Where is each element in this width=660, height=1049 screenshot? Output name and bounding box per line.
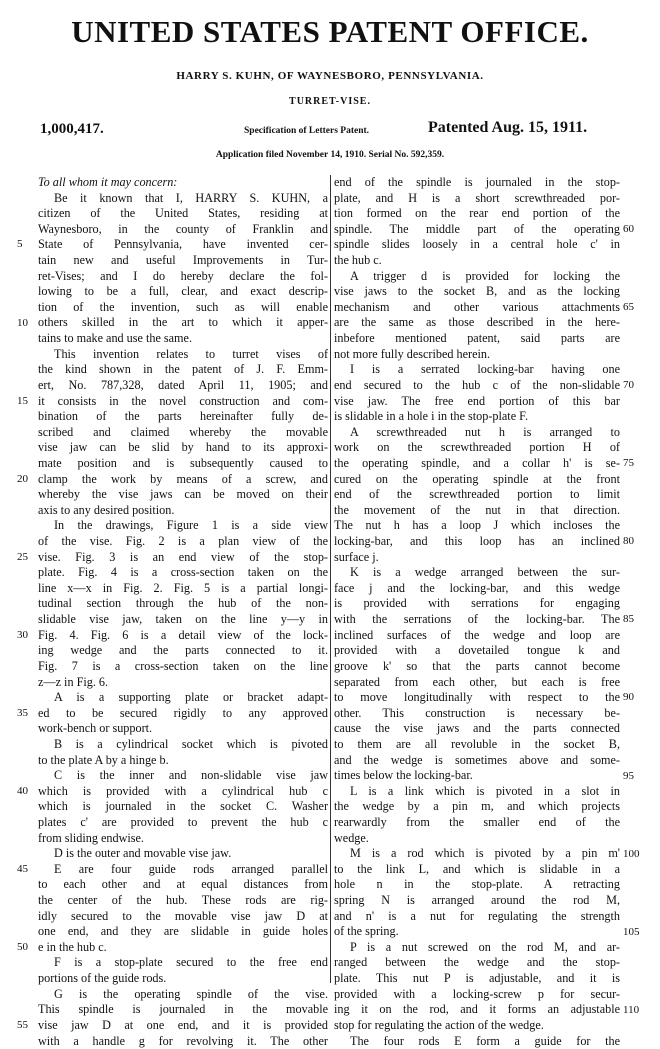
- text-line: vise jaw can be slid by hand to its approxi-: [38, 440, 328, 455]
- line-number: 110: [623, 1003, 640, 1016]
- text-line: slidable vise jaw, taken on the line y—y in: [38, 612, 328, 627]
- text-line: spindle slides loosely in a central hole c' in: [334, 237, 620, 252]
- line-number: 50: [17, 941, 28, 954]
- text-line: spring N is arranged around the rod M,: [334, 893, 620, 908]
- text-line: surface j.: [334, 549, 379, 564]
- text-line: and the wedge is sometimes above and some-: [334, 752, 620, 767]
- text-line: vise. Fig. 3 is an end view of the stop-: [38, 549, 328, 564]
- application-line: Application filed November 14, 1910. Serial No. 592,359.: [215, 150, 445, 160]
- line-number: 95: [623, 769, 634, 782]
- text-line: L is a link which is pivoted in a slot in: [350, 783, 620, 798]
- line-number: 20: [17, 472, 28, 485]
- line-number: 90: [623, 691, 634, 704]
- text-line: of the spring.: [334, 924, 399, 939]
- text-line: to the link L, and which is slidable in a: [334, 861, 620, 876]
- text-line: clamp the work by means of a screw, and: [38, 471, 328, 486]
- line-number: 55: [17, 1019, 28, 1032]
- text-line: spindle. The middle part of the operating: [334, 221, 620, 236]
- line-number: 100: [623, 847, 640, 860]
- line-number: 105: [623, 925, 640, 938]
- text-line: G is the operating spindle of the vise.: [54, 986, 328, 1001]
- text-line: ed to be secured rigidly to any approved: [38, 705, 328, 720]
- text-line: wedge.: [334, 830, 369, 845]
- text-line: with the serrations of the locking-bar. The: [334, 612, 620, 627]
- text-line: The nut h has a loop J which incloses the: [334, 518, 620, 533]
- text-line: end secured to the hub c of the non-slidable: [334, 377, 620, 392]
- text-line: line x—x in Fig. 2. Fig. 5 is a partial longi-: [38, 580, 328, 595]
- text-line: plate. This nut P is adjustable, and it is: [334, 971, 620, 986]
- patented-date: Patented Aug. 15, 1911.: [428, 119, 588, 136]
- text-line: B is a cylindrical socket which is pivoted: [54, 736, 328, 751]
- line-number: 25: [17, 550, 28, 563]
- text-line: tains to make and use the same.: [38, 331, 192, 346]
- text-line: C is the inner and non-slidable vise jaw: [54, 768, 328, 783]
- text-line: which is provided with a cylindrical hub c: [38, 783, 328, 798]
- left-text-column: [38, 175, 328, 1049]
- text-line: the center of the hub. These rods are rig-: [38, 893, 328, 908]
- text-line: The four rods E form a guide for the: [350, 1033, 620, 1048]
- text-line: it consists in the novel construction and com-: [38, 393, 328, 408]
- text-line: M is a rod which is pivoted by a pin m': [350, 846, 620, 861]
- text-line: one end, and they are slidable in guide holes: [38, 924, 328, 939]
- text-line: the operating spindle, and a collar h' is se-: [334, 455, 620, 470]
- text-line: idly secured to the movable vise jaw D at: [38, 908, 328, 923]
- text-line: locking-bar, and this loop has an inclined: [334, 534, 620, 549]
- text-line: of the vise. Fig. 2 is a plan view of the: [38, 534, 328, 549]
- line-number: 75: [623, 457, 634, 470]
- text-line: I is a serrated locking-bar having one: [350, 362, 620, 377]
- text-line: bination of the parts hereinafter fully de-: [38, 409, 328, 424]
- text-line: the wedge by a pin m, and which projects: [334, 799, 620, 814]
- text-line: to the plate A by a hinge b.: [38, 752, 169, 767]
- text-line: whereby the vise jaws can be moved on their: [38, 487, 328, 502]
- text-line: stop for regulating the action of the wedge.: [334, 1017, 544, 1032]
- text-line: other. This construction is necessary be-: [334, 705, 620, 720]
- line-number: 35: [17, 707, 28, 720]
- text-line: State of Pennsylvania, have invented cer-: [38, 237, 328, 252]
- text-line: scribed and claimed whereby the movable: [38, 424, 328, 439]
- text-line: D is the outer and movable vise jaw.: [54, 846, 232, 861]
- text-line: is slidable in a hole i in the stop-plate F.: [334, 409, 528, 424]
- text-line: E are four guide rods arranged parallel: [54, 861, 328, 876]
- text-line: Waynesboro, in the county of Franklin and: [38, 221, 328, 236]
- text-line: cause the vise jaws and the parts connected: [334, 721, 620, 736]
- line-number: 45: [17, 863, 28, 876]
- text-line: separated from each other, but each is free: [334, 674, 620, 689]
- text-line: the hub c.: [334, 253, 382, 268]
- text-line: others skilled in the art to which it apper-: [38, 315, 328, 330]
- text-line: work-bench or support.: [38, 721, 153, 736]
- text-line: tudinal section through the hub of the non-: [38, 596, 328, 611]
- line-number: 70: [623, 379, 634, 392]
- line-number: 10: [17, 316, 28, 329]
- patent-number: 1,000,417.: [40, 121, 104, 137]
- line-number: 85: [623, 613, 634, 626]
- specification-label: Specification of Letters Patent.: [244, 126, 370, 136]
- text-line: plate. Fig. 4 is a cross-section taken on the: [38, 565, 328, 580]
- text-line: vise jaw D at one end, and it is provided: [38, 1017, 328, 1032]
- text-line: P is a nut screwed on the rod M, and ar-: [350, 939, 620, 954]
- text-line: is provided with serrations for engaging: [334, 596, 620, 611]
- inventor-line: HARRY S. KUHN, OF WAYNESBORO, PENNSYLVANIA.: [176, 70, 484, 82]
- text-line: ret-Vises; and I do hereby declare the fol-: [38, 268, 328, 283]
- text-line: the movement of the nut in that direction.: [334, 502, 620, 517]
- text-line: provided with a locking-screw p for secur-: [334, 986, 620, 1001]
- text-line: groove k' so that the parts cannot become: [334, 658, 620, 673]
- text-line: lowing to be a full, clear, and exact descrip-: [38, 284, 328, 299]
- text-line: A screwthreaded nut h is arranged to: [350, 424, 620, 439]
- text-line: work on the screwthreaded portion H of: [334, 440, 620, 455]
- line-number: 60: [623, 222, 634, 235]
- text-line: e in the hub c.: [38, 939, 107, 954]
- text-line: mechanism and other various attachments: [334, 299, 620, 314]
- line-number: 15: [17, 394, 28, 407]
- text-line: end of the screwthreaded portion to limit: [334, 487, 620, 502]
- column-divider: [330, 175, 331, 983]
- right-text-column: [334, 175, 620, 1049]
- text-line: plates c' are provided to prevent the hub c: [38, 814, 328, 829]
- text-line: face j and the locking-bar, and this wedge: [334, 580, 620, 595]
- text-line: provided with a dovetailed tongue k and: [334, 643, 620, 658]
- invention-title: TURRET-VISE.: [289, 96, 371, 107]
- text-line: tion formed on the rear end portion of the: [334, 206, 620, 221]
- text-line: citizen of the United States, residing at: [38, 206, 328, 221]
- text-line: A is a supporting plate or bracket adapt-: [54, 690, 328, 705]
- text-line: ing wedge and the parts connected to it.: [38, 643, 328, 658]
- text-line: are the same as those described in the here-: [334, 315, 620, 330]
- text-line: ert, No. 787,328, dated April 11, 1905; and: [38, 377, 328, 392]
- text-line: tain new and useful Improvements in Tur-: [38, 253, 328, 268]
- text-line: not more fully described herein.: [334, 346, 491, 361]
- text-line: z—z in Fig. 6.: [38, 674, 109, 689]
- text-line: axis to any desired position.: [38, 502, 175, 517]
- line-number: 40: [17, 785, 28, 798]
- text-line: This spindle is journaled in the movable: [38, 1002, 328, 1017]
- text-line: F is a stop-plate secured to the free end: [54, 955, 328, 970]
- text-line: K is a wedge arranged between the sur-: [350, 565, 620, 580]
- text-line: vise jaws to the socket B, and as the locking: [334, 284, 620, 299]
- office-heading: UNITED STATES PATENT OFFICE.: [71, 14, 589, 49]
- text-line: portions of the guide rods.: [38, 971, 167, 986]
- text-line: A trigger d is provided for locking the: [350, 268, 620, 283]
- line-number: 80: [623, 535, 634, 548]
- text-line: cured on the operating spindle at the front: [334, 471, 620, 486]
- text-line: mate position and is subsequently caused to: [38, 455, 328, 470]
- text-line: times below the locking-bar.: [334, 768, 473, 783]
- text-line: Fig. 4. Fig. 6 is a detail view of the lock-: [38, 627, 328, 642]
- line-number: 30: [17, 628, 28, 641]
- text-line: ranged between the wedge and the stop-: [334, 955, 620, 970]
- line-number: 65: [623, 300, 634, 313]
- text-line: rearwardly from the smaller end of the: [334, 814, 620, 829]
- text-line: end of the spindle is journaled in the stop-: [334, 175, 620, 189]
- text-line: and n' is a nut for regulating the strength: [334, 908, 620, 923]
- text-line: the kind shown in the patent of J. F. Emm-: [38, 362, 328, 377]
- text-line: tion of the invention, such as will enable: [38, 299, 328, 314]
- text-line: hole n in the stop-plate. A retracting: [334, 877, 620, 892]
- text-line: inbefore mentioned patent, said parts are: [334, 331, 620, 346]
- text-line: Fig. 7 is a cross-section taken on the line: [38, 658, 328, 673]
- text-line: to each other and at equal distances from: [38, 877, 328, 892]
- text-line: inclined surfaces of the wedge and loop are: [334, 627, 620, 642]
- text-line: to them are all revoluble in the socket B,: [334, 736, 620, 751]
- text-line: ing it on the rod, and it forms an adjustable: [334, 1002, 620, 1017]
- text-line: This invention relates to turret vises of: [54, 346, 328, 361]
- text-line: To all whom it may concern:: [38, 175, 178, 189]
- text-line: plate, and H is a short screwthreaded por-: [334, 190, 620, 205]
- text-line: which is journaled in the socket C. Washer: [38, 799, 328, 814]
- text-line: vise jaw. The free end portion of this bar: [334, 393, 620, 408]
- text-line: Be it known that I, HARRY S. KUHN, a: [54, 190, 328, 205]
- text-line: with a handle g for revolving it. The other: [38, 1033, 328, 1048]
- text-line: from sliding endwise.: [38, 830, 144, 845]
- line-number: 5: [17, 238, 23, 251]
- text-line: to move longitudinally with respect to the: [334, 690, 620, 705]
- text-line: In the drawings, Figure 1 is a side view: [54, 518, 328, 533]
